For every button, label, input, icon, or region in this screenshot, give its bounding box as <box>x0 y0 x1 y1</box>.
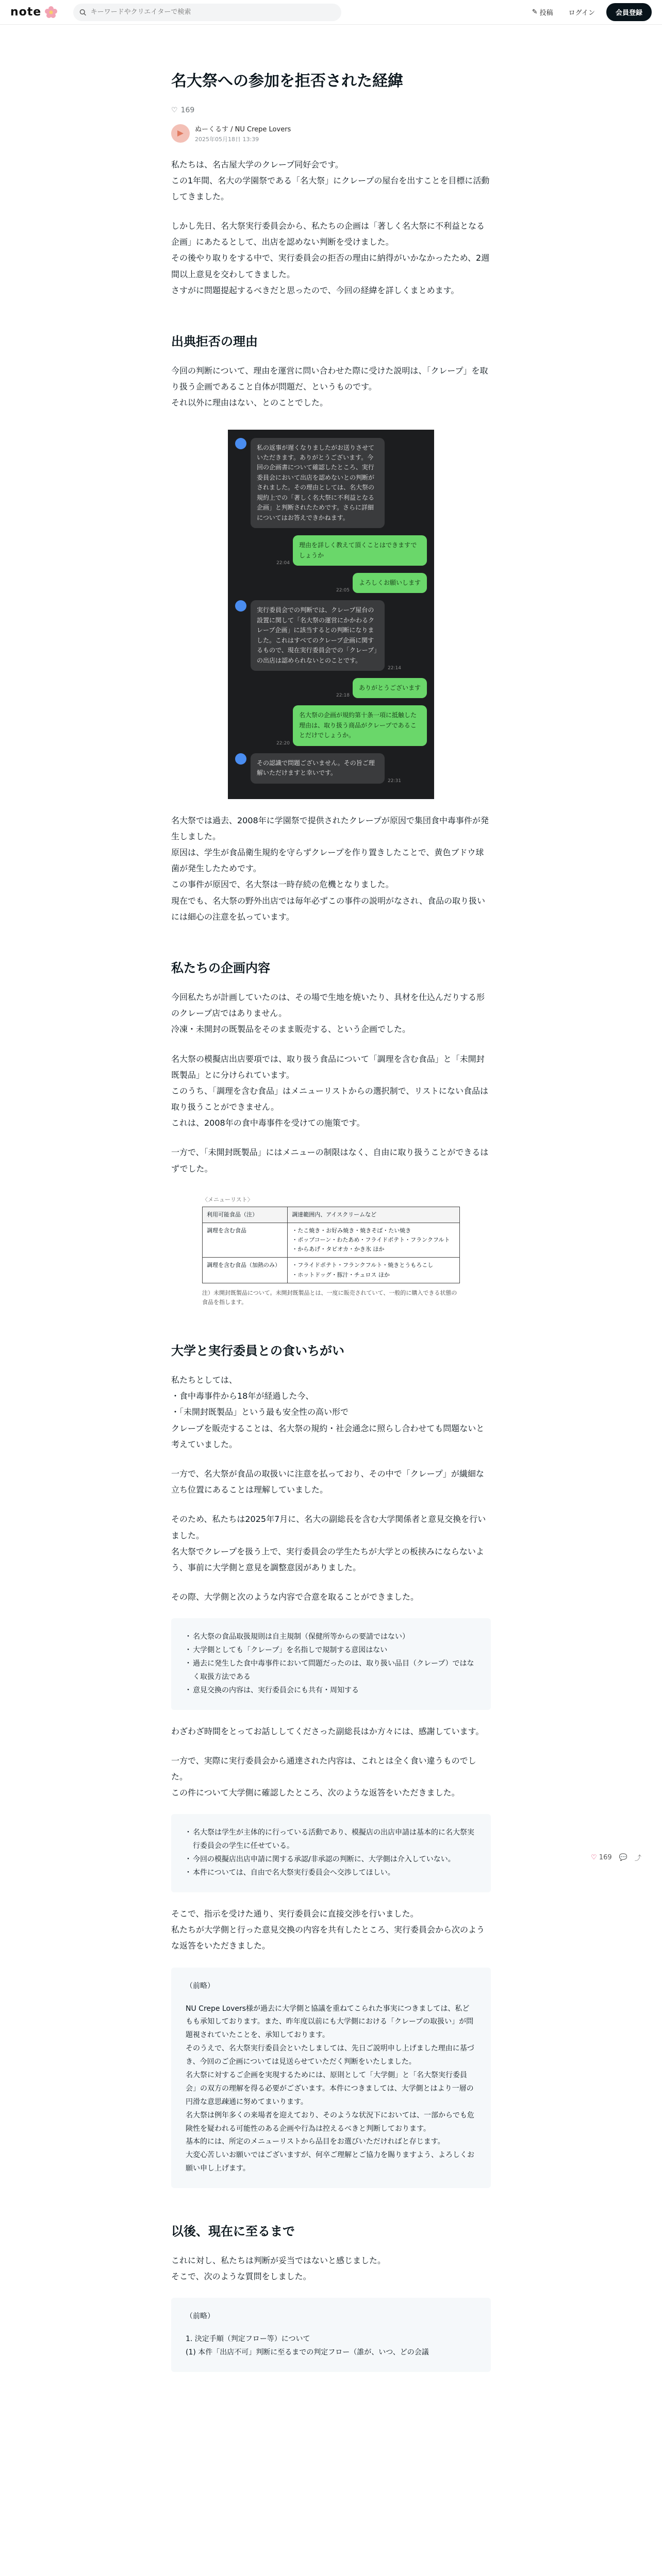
chat-time: 22:31 <box>388 778 401 784</box>
list-item: ・ 大学側としても「クレープ」を名指しで規制する意図はない <box>186 1644 476 1657</box>
history-para: 名大祭では過去、2008年に学園祭で提供されたクレープが原因で集団食中毒事件が発生しました。 原因は、学生が食品衛生規約を守らずクレープを作り置きしたことで、黄色ブドウ球菌が発生したためです。 この事件が原因で、名大祭は一時存続の危機となりました。 現在でも、名大祭の野外出店では毎年必ずこの事件の説明がなされ、食品の取り扱いには細心の注意を払っています。 <box>171 815 489 922</box>
box-para: (1) 本件「出店不可」判断に至るまでの判定フロー（誰が、いつ、どの会議 <box>186 2348 429 2357</box>
chat-bubble: その認識で問題ございません。その旨ご理解いただけますと幸いです。 <box>251 753 385 784</box>
heart-icon: ♡ <box>591 1854 597 1861</box>
chat-screenshot <box>228 430 434 799</box>
table-cell: 調理を含む食品 <box>203 1223 288 1257</box>
chat-message <box>235 438 427 529</box>
author-name[interactable]: ぬーくるす / NU Crepe Lovers <box>195 125 291 133</box>
share-icon[interactable]: ⤴ <box>634 1855 641 1862</box>
chat-message <box>235 573 427 593</box>
avatar <box>235 438 246 449</box>
like-count[interactable] <box>171 106 491 114</box>
chat-time: 22:18 <box>336 693 350 699</box>
table-row <box>203 1258 460 1283</box>
section-heading-current: 以後、現在に至るまで <box>171 2224 295 2239</box>
plan-para-3: 一方で、「未開封既製品」にはメニューの制限はなく、自由に取り扱うことができるはずでした。 <box>171 1147 489 1174</box>
avatar <box>235 600 246 612</box>
agreement-box <box>171 1618 491 1709</box>
intro-para-2: しかし先日、名大祭実行委員会から、私たちの企画は「著しく名大祭に不利益となる企画」にあたるとして、出店を認めない判断を受けました。 その後やり取りをする中で、実行委員会の拒否の理由に納得がいかなかったため、2週間以上意見を交わしてきました。 さすがに問題提起するべきだと思ったので、今回の経緯を詳しくまとめます。 <box>171 221 490 295</box>
chat-time: 22:20 <box>276 740 290 746</box>
post-button[interactable] <box>528 4 557 20</box>
box-para: 名大祭は例年多くの来場者を迎えており、そのような状況下においては、一部からでも危険性を疑われる可能性のある企画や行為は控えるべきと判断しております。 <box>186 2111 474 2133</box>
crepe-icon <box>175 128 186 139</box>
side-actions <box>591 1853 641 1862</box>
comment-icon[interactable]: 💬 <box>619 1854 627 1861</box>
logo-text: note <box>10 6 42 19</box>
chat-bubble: 実行委員会での判断では、クレープ屋台の設置に関して「名大祭の運営にかかわるクレープ企画」に該当するとの判断になりました。これはすべてのクレープ企画に関するもので、現在実行委員会での「クレープ」の出店は認められないとのことです。 <box>251 600 385 671</box>
box-head: （前略） <box>186 1981 214 1990</box>
post-label: 投稿 <box>539 9 553 17</box>
article-title: 名大祭への参加を拒否された経緯 <box>171 72 403 90</box>
current-para: これに対し、私たちは判断が妥当ではないと感じました。 そこで、次のような質問をしました。 <box>171 2256 386 2282</box>
table-row <box>203 1207 460 1223</box>
note-logo[interactable] <box>10 5 59 20</box>
login-button[interactable]: ログイン <box>568 9 595 17</box>
search-box[interactable] <box>73 4 341 21</box>
committee-reply-box <box>171 1968 491 2188</box>
list-item: ・ 名大祭の食品取扱規則は自主規制（保健所等からの要請ではない） <box>186 1631 476 1644</box>
box-para: 名大祭に対するご企画を実現するためには、原則として「大学側」と「名大祭実行委員会」の双方の理解を得る必要がございます。本件につきましては、大学側とはより一層の円滑な意思疎通に努めてまいります。 <box>186 2071 474 2106</box>
list-item: ・ 意見交換の内容は、実行委員会にも共有・周知する <box>186 1684 476 1698</box>
menu-note: 注）未開封既製品について。未開封既製品とは、一度に販売されていて、一般的に購入できる状態の食品を指します。 <box>202 1289 457 1306</box>
section-heading-gap: 大学と実行委員との食いちがい <box>171 1344 344 1359</box>
section-heading-plan: 私たちの企画内容 <box>171 960 270 975</box>
side-like[interactable] <box>591 1854 612 1861</box>
flower-icon <box>43 5 59 20</box>
list-item: ・ 名大祭は学生が主体的に行っている活動であり、模擬店の出店申請は基本的に名大祭実行委員会の学生に任せている。 <box>186 1826 476 1853</box>
chat-message <box>235 535 427 566</box>
table-cell: ・フライドポテト・フランクフルト・焼きとうもろこし ・ホットドッグ・豚汁・チュロス ほか <box>288 1258 460 1283</box>
table-cell: 調理を含む食品（加熱のみ） <box>203 1258 288 1283</box>
avatar[interactable] <box>171 124 190 143</box>
chat-message <box>235 753 427 784</box>
gap-para-3: そのため、私たちは2025年7月に、名大の副総長を含む大学関係者と意見交換を行いました。 名大祭でクレープを扱う上で、実行委員会の学生たちが大学との板挟みにならないよう、事前に大学側と意見を調整意図がありました。 <box>171 1514 486 1572</box>
chat-bubble: 名大祭の企画が規約第十条一項に抵触した理由は、取り扱う商品がクレープであることだけでしょうか。 <box>293 705 427 745</box>
list-item: ・ 過去に発生した食中毒事件において問題だったのは、取り扱い品目（クレープ）ではなく取扱方法である <box>186 1657 476 1684</box>
side-like-count: 169 <box>599 1854 612 1861</box>
list-item: ・ 本件については、自由で名大祭実行委員会へ交渉してほしい。 <box>186 1867 476 1880</box>
negotiation-para: そこで、指示を受けた通り、実行委員会に直接交渉を行いました。 私たちが大学側と行った意見交換の内容を共有したところ、実行委員会から次のような返答をいただきました。 <box>171 1909 485 1951</box>
gap-para-2: 一方で、名大祭が食品の取扱いに注意を払っており、その中で「クレープ」が繊細な立ち位置にあることは理解していました。 <box>171 1468 484 1495</box>
pencil-icon: ✎ <box>532 8 538 16</box>
box-head: （前略） <box>186 2312 214 2321</box>
plan-para-1: 今回私たちが計画していたのは、その場で生地を焼いたり、具材を仕込んだりする形のクレープ店ではありません。 冷凍・未開封の既製品をそのまま販売する、という企画でした。 <box>171 992 485 1035</box>
heart-icon: ♡ <box>171 106 178 114</box>
chat-bubble: 理由を詳しく教えて頂くことはできますでしょうか <box>293 535 427 566</box>
chat-message <box>235 600 427 671</box>
reason-para: 今回の判断について、理由を運営に問い合わせた際に受けた説明は、「クレープ」を取り扱う企画であること自体が問題だ、というものです。 それ以外に理由はない、とのことでした。 <box>171 366 488 408</box>
box-para: 1. 決定手順（判定フロー等）について <box>186 2335 310 2344</box>
table-row <box>203 1223 460 1257</box>
chat-time: 22:14 <box>388 666 401 671</box>
box-para: 基本的には、所定のメニューリストから品目をお選びいただければと存じます。 <box>186 2138 445 2146</box>
chat-message <box>235 705 427 745</box>
chat-time: 22:04 <box>276 560 290 566</box>
chat-bubble: ありがとうございます <box>353 678 427 698</box>
post-date: 2025年05月18日 13:39 <box>195 135 259 143</box>
university-reply-box <box>171 1814 491 1892</box>
like-count-value: 169 <box>180 106 195 114</box>
chat-bubble: よろしくお願いします <box>353 573 427 593</box>
menu-table <box>202 1207 460 1283</box>
question-box <box>171 2298 491 2372</box>
search-icon <box>79 9 86 16</box>
box-para: NU Crepe Lovers様が過去に大学側と協議を重ねてこられた事実につきましては、私どもも承知しております。また、昨年度以前にも大学側における「クレープの取扱い」が問題視されていたことを、承知しております。 <box>186 2004 474 2040</box>
gap-para-4: その際、大学側と次のような内容で合意を取ることができました。 <box>171 1592 419 1602</box>
article <box>171 25 491 2372</box>
author-block[interactable] <box>171 124 491 143</box>
list-item: ・ 今回の模擬店出店申請に関する承認/非承認の判断に、大学側は介入していない。 <box>186 1853 476 1867</box>
chat-bubble: 私の返事が遅くなりましたがお送りさせていただきます。ありがとうございます。今回の企画書について確認したところ、実行委員会において出店を認めないとの判断がされました。その理由としては、名大祭の規約上での「著しく名大祭に不利益となる企画」と判断されたためです。さらに詳細についてはお答えできかねます。 <box>251 438 385 529</box>
avatar <box>235 753 246 765</box>
chat-time: 22:05 <box>336 588 350 594</box>
box-para: 大変心苦しいお願いではございますが、何卒ご理解とご協力を賜りますよう、よろしくお願い申し上げます。 <box>186 2151 474 2173</box>
menu-list-figure <box>202 1195 460 1308</box>
table-header: 利用可能食品（注） <box>203 1207 288 1223</box>
menu-caption: 〈メニューリスト〉 <box>202 1196 253 1203</box>
top-header <box>0 0 662 25</box>
table-header: 調達範囲内、アイスクリームなど <box>288 1207 460 1223</box>
signup-button[interactable]: 会員登録 <box>606 3 652 21</box>
chat-message <box>235 678 427 698</box>
thanks-para: わざわざ時間をとってお話ししてくださった副総長はか方々には、感謝しています。 <box>171 1726 484 1736</box>
section-heading-reason: 出典拒否の理由 <box>171 334 258 349</box>
box-para: そのうえで、名大祭実行委員会といたしましては、先日ご説明申し上げました理由に基づき、今回のご企画については見送らせていただく判断をいたしました。 <box>186 2044 474 2066</box>
gap-para-1: 私たちとしては、 ・食中毒事件から18年が経過した今、 ・「未開封既製品」という最も安全性の高い形で クレープを販売することは、名大祭の規約・社会通念に照らし合わせても問題ないと考えていました。 <box>171 1375 485 1449</box>
table-cell: ・たこ焼き・お好み焼き・焼きそば・たい焼き ・ポップコーン・わたあめ・フライドポテト・フランクフルト ・からあげ・タピオカ・かき氷 ほか <box>288 1223 460 1257</box>
plan-para-2: 名大祭の模擬店出店要項では、取り扱う食品について「調理を含む食品」と「未開封既製品」とに分けられています。 このうち、「調理を含む食品」はメニューリストからの選択制で、リストにない食品は取り扱うことができません。 これは、2008年の食中毒事件を受けての施策です。 <box>171 1054 489 1128</box>
contradiction-para: 一方で、実際に実行委員会から通達された内容は、これとは全く食い違うものでした。 この件について大学側に確認したところ、次のような返答をいただきました。 <box>171 1755 476 1798</box>
intro-para-1: 私たちは、名古屋大学のクレープ同好会です。 この1年間、名大の学園祭である「名大祭」にクレープの屋台を出すことを目標に活動してきました。 <box>171 159 490 201</box>
search-input[interactable] <box>91 8 336 16</box>
